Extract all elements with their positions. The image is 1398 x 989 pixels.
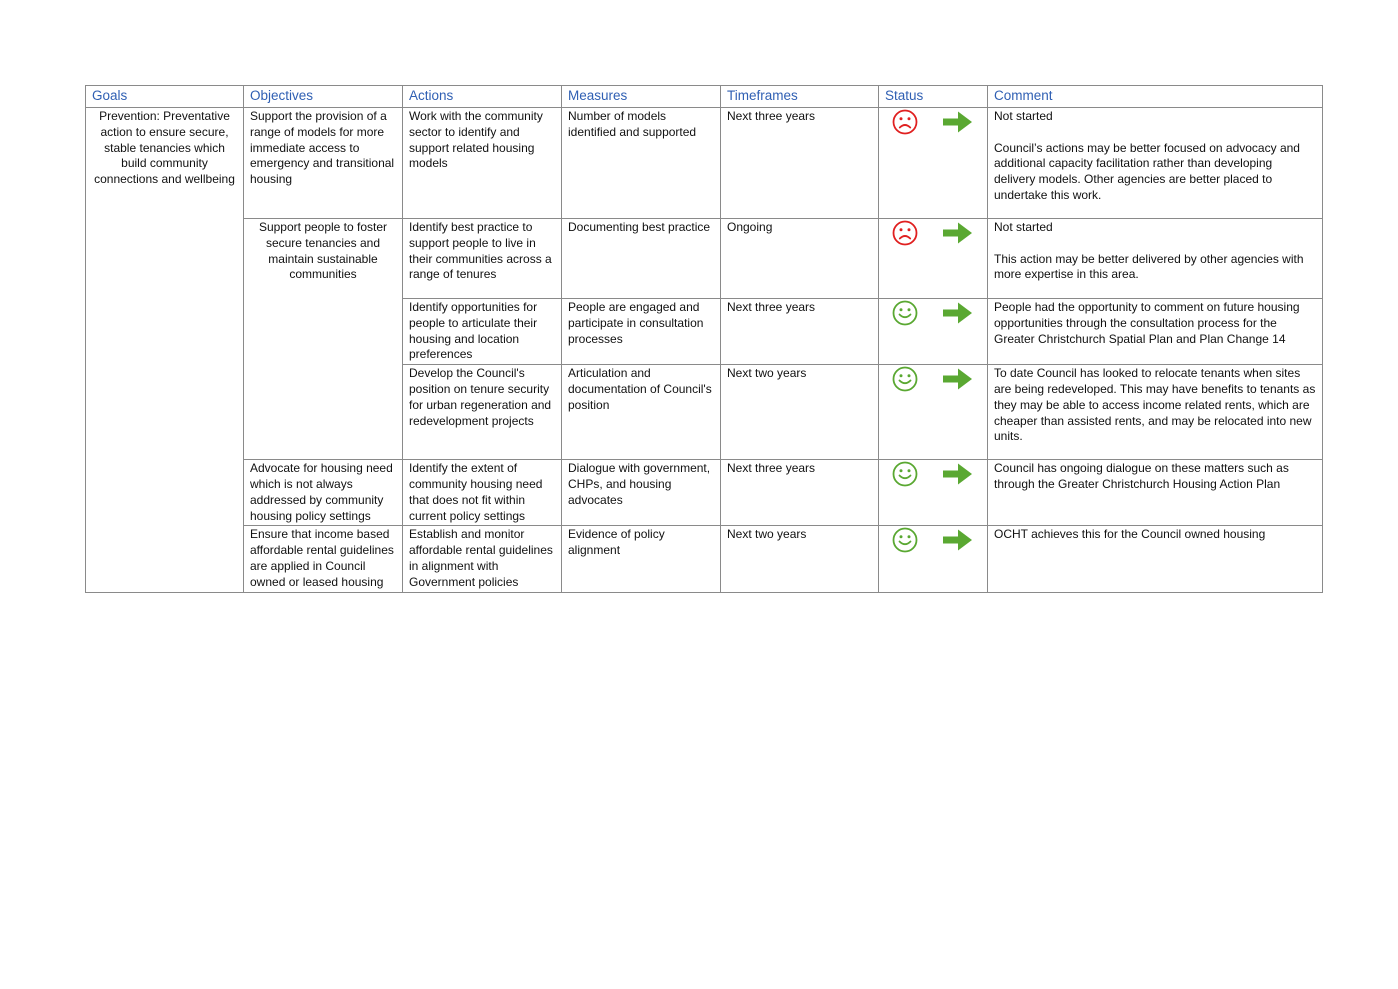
comment-cell <box>988 365 1323 460</box>
comment-line: Not started <box>994 109 1053 123</box>
comment-line: Not started <box>994 220 1053 234</box>
header-objectives: Objectives <box>244 86 403 108</box>
status-cell <box>879 299 988 365</box>
table-row <box>86 108 1323 219</box>
status-cell <box>879 108 988 219</box>
timeframe-cell: Ongoing <box>721 219 879 299</box>
table-row <box>86 460 1323 526</box>
objective-cell: Ensure that income based affordable rental guidelines are applied in Council owned or leased housing <box>244 526 403 592</box>
goal-cell: Prevention: Preventative action to ensure secure, stable tenancies which build community connections and wellbeing <box>86 108 244 593</box>
timeframe-cell: Next two years <box>721 526 879 592</box>
timeframe-cell: Next two years <box>721 365 879 460</box>
comment-cell <box>988 299 1323 365</box>
measure-cell: People are engaged and participate in consultation processes <box>562 299 721 365</box>
action-cell: Establish and monitor affordable rental guidelines in alignment with Government policies <box>403 526 562 592</box>
timeframe-cell: Next three years <box>721 108 879 219</box>
timeframe-cell: Next three years <box>721 460 879 526</box>
objective-cell: Support the provision of a range of models for more immediate access to emergency and transitional housing <box>244 108 403 219</box>
action-cell: Work with the community sector to identify and support related housing models <box>403 108 562 219</box>
comment-cell <box>988 108 1323 219</box>
action-cell: Identify the extent of community housing need that does not fit within current policy settings <box>403 460 562 526</box>
action-cell: Develop the Council's position on tenure security for urban regeneration and redevelopment projects <box>403 365 562 460</box>
comment-cell <box>988 460 1323 526</box>
header-goals: Goals <box>86 86 244 108</box>
header-timeframes: Timeframes <box>721 86 879 108</box>
comment-line: People had the opportunity to comment on future housing opportunities through the consultation process for the Greater Christchurch Spatial Plan and Plan Change 14 <box>994 300 1300 346</box>
measure-cell: Dialogue with government, CHPs, and housing advocates <box>562 460 721 526</box>
table-row <box>86 526 1323 592</box>
arrow-right-icon <box>942 367 973 391</box>
status-cell <box>879 460 988 526</box>
measure-cell: Evidence of policy alignment <box>562 526 721 592</box>
smiley-face-icon <box>892 527 918 553</box>
comment-line: Council has ongoing dialogue on these matters such as through the Greater Christchurch Housing Action Plan <box>994 461 1289 491</box>
comment-line: OCHT achieves this for the Council owned housing <box>994 527 1266 542</box>
smiley-face-icon <box>892 461 918 487</box>
arrow-right-icon <box>942 462 973 486</box>
measure-cell: Articulation and documentation of Council's position <box>562 365 721 460</box>
comment-line: To date Council has looked to relocate tenants when sites are being redeveloped. This may have benefits to tenants as they may be able to access income related rents, which are cheaper than assisted rents, and may be relocated into new units. <box>994 366 1316 444</box>
smiley-face-icon <box>892 366 918 392</box>
header-measures: Measures <box>562 86 721 108</box>
objective-cell: Advocate for housing need which is not always addressed by community housing policy settings <box>244 460 403 526</box>
comment-cell <box>988 526 1323 592</box>
header-comment: Comment <box>988 86 1323 108</box>
sad-face-icon <box>892 109 918 135</box>
timeframe-cell: Next three years <box>721 299 879 365</box>
arrow-right-icon <box>942 110 973 134</box>
measure-cell: Documenting best practice <box>562 219 721 299</box>
comment-cell <box>988 219 1323 299</box>
status-cell <box>879 365 988 460</box>
table-row <box>86 219 1323 299</box>
arrow-right-icon <box>942 301 973 325</box>
comment-line: This action may be better delivered by other agencies with more expertise in this area. <box>994 251 1304 282</box>
table-header-row <box>86 86 1323 108</box>
smiley-face-icon <box>892 300 918 326</box>
action-cell: Identify best practice to support people to live in their communities across a range of tenures <box>403 219 562 299</box>
status-cell <box>879 219 988 299</box>
header-actions: Actions <box>403 86 562 108</box>
action-cell: Identify opportunities for people to articulate their housing and location preferences <box>403 299 562 365</box>
objective-cell: Support people to foster secure tenancies and maintain sustainable communities <box>244 219 403 460</box>
measure-cell: Number of models identified and supported <box>562 108 721 219</box>
status-cell <box>879 526 988 592</box>
header-status: Status <box>879 86 988 108</box>
arrow-right-icon <box>942 528 973 552</box>
sad-face-icon <box>892 220 918 246</box>
implementation-table <box>85 85 1323 593</box>
comment-line: Council’s actions may be better focused on advocacy and additional capacity facilitation rather than developing delivery models. Other agencies are better placed to undertake this work. <box>994 140 1300 202</box>
arrow-right-icon <box>942 221 973 245</box>
